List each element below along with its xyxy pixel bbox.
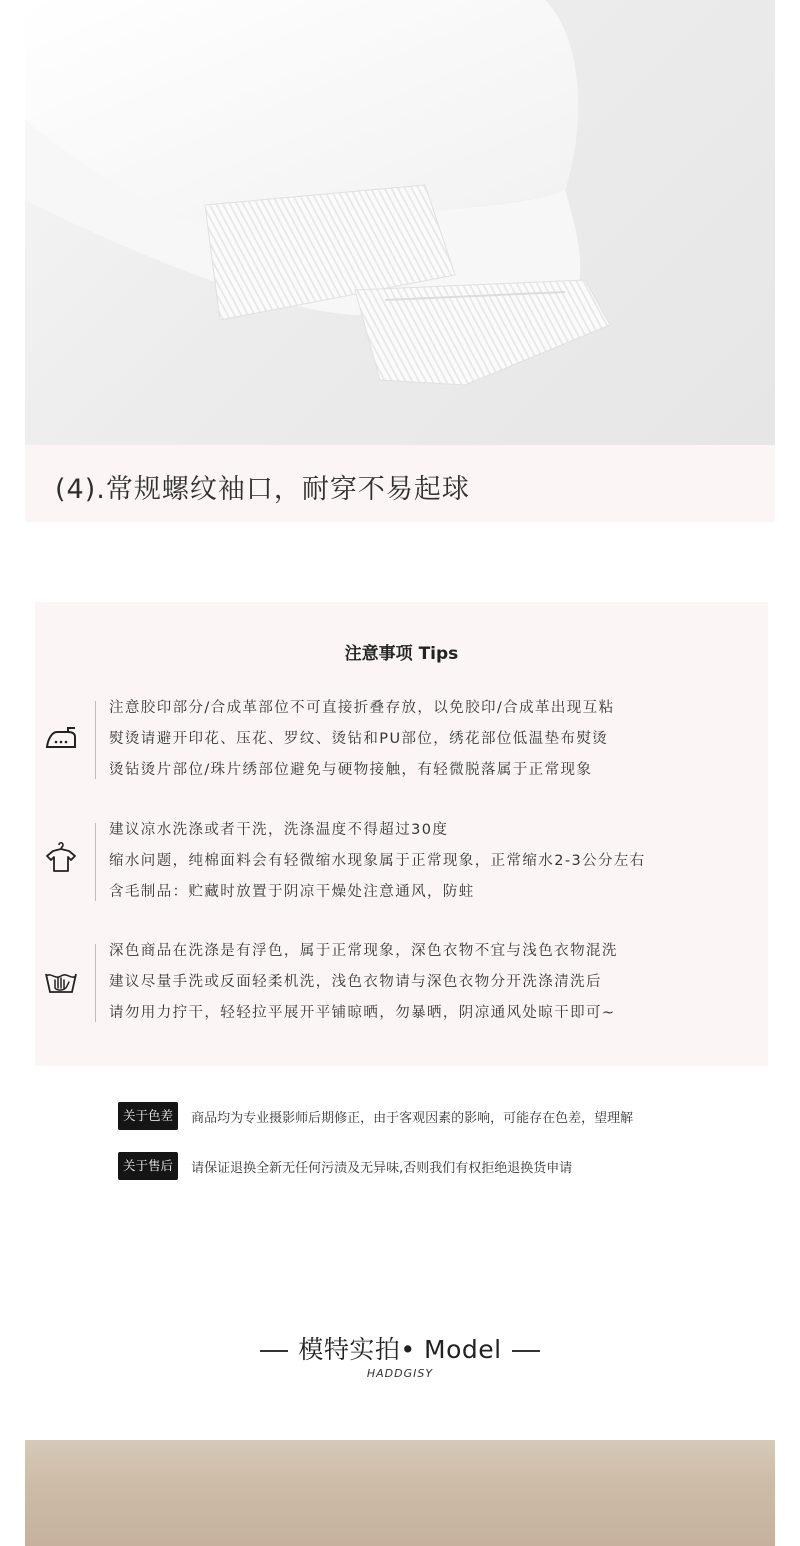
- hanging-shirt-icon: [43, 839, 79, 875]
- tip-line: 深色商品在洗涤是有浮色，属于正常现象，深色衣物不宜与浅色衣物混洗: [109, 943, 618, 959]
- tip-divider: [95, 823, 96, 901]
- tip-lines: [109, 936, 618, 1029]
- tip-line: 熨烫请避开印花、压花、罗纹、烫钻和PU部位，绣花部位低温垫布熨烫: [109, 731, 609, 747]
- sleeve-cuff-illustration: [25, 0, 775, 445]
- notice-text: 商品均为专业摄影师后期修正，由于客观因素的影响，可能存在色差，望理解: [191, 1110, 634, 1126]
- tip-line: 含毛制品：贮藏时放置于阴凉干燥处注意通风，防蛀: [109, 884, 475, 900]
- tip-line: 注意胶印部分/合成革部位不可直接折叠存放，以免胶印/合成革出现互粘: [109, 700, 615, 716]
- hand-wash-icon: [43, 962, 79, 998]
- model-heading-text: 模特实拍• Model: [298, 1335, 502, 1364]
- brand-name: HADDGISY: [366, 1367, 434, 1380]
- tip-line: 建议凉水洗涤或者干洗，洗涤温度不得超过30度: [109, 822, 449, 838]
- tip-divider: [95, 701, 96, 779]
- tip-line: 建议尽量手洗或反面轻柔机洗，浅色衣物请与深色衣物分开洗涤清洗后: [109, 974, 602, 990]
- notice-after-sales: [118, 1152, 572, 1180]
- notice-badge: 关于色差: [118, 1102, 178, 1130]
- sleeve-cuff-photo: [25, 0, 775, 445]
- model-photo: [25, 1440, 775, 1546]
- tips-title: 注意事项 Tips: [344, 644, 459, 664]
- notice-color-difference: [118, 1102, 633, 1130]
- iron-icon: [43, 721, 79, 757]
- care-tips-panel: [35, 602, 768, 1066]
- model-section-heading: [0, 1330, 800, 1366]
- notice-text: 请保证退换全新无任何污渍及无异味,否则我们有权拒绝退换货申请: [191, 1160, 573, 1176]
- tip-line: 烫钻烫片部位/珠片绣部位避免与硬物接触，有轻微脱落属于正常现象: [109, 762, 593, 778]
- tip-line: 缩水问题，纯棉面料会有轻微缩水现象属于正常现象，正常缩水2-3公分左右: [109, 853, 646, 869]
- tip-lines: [109, 693, 614, 786]
- tip-lines: [109, 815, 646, 908]
- tip-line: 请勿用力拧干，轻轻拉平展开平铺晾晒，勿暴晒，阴凉通风处晾干即可~: [109, 1005, 616, 1021]
- tip-divider: [95, 944, 96, 1022]
- notice-badge: 关于售后: [118, 1152, 178, 1180]
- feature-caption: (4).常规螺纹袖口，耐穿不易起球: [55, 474, 470, 505]
- heading-dash-right: [512, 1350, 540, 1352]
- product-detail-block: [25, 0, 775, 522]
- heading-dash-left: [260, 1350, 288, 1352]
